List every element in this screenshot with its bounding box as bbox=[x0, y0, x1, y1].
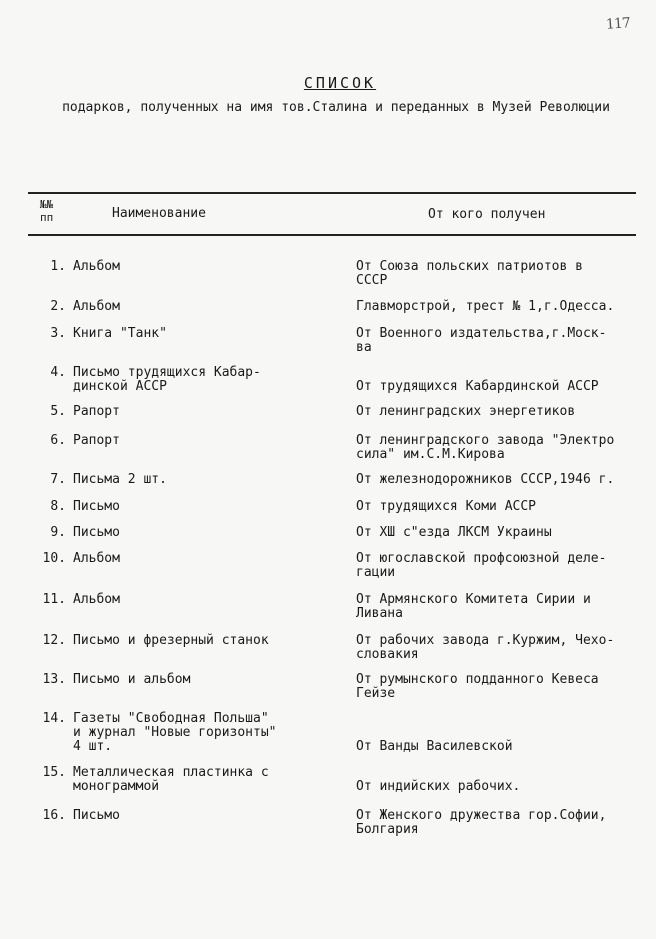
row-number: 2. bbox=[50, 299, 66, 314]
row-number: 8. bbox=[50, 499, 66, 514]
row-number: 14. bbox=[42, 711, 66, 726]
row-item-name: Альбом bbox=[73, 259, 120, 274]
row-item-name: Альбом bbox=[73, 592, 120, 607]
row-number: 5. bbox=[50, 404, 66, 419]
row-item-name: Письмо bbox=[73, 808, 120, 823]
row-item-name: Альбом bbox=[73, 551, 120, 566]
row-source: От Женского дружества гор.Софии, Болгария bbox=[356, 808, 607, 837]
row-number: 12. bbox=[42, 633, 66, 648]
table-header-rule bbox=[28, 234, 636, 236]
row-number: 3. bbox=[50, 326, 66, 341]
document-subtitle: подарков, полученных на имя тов.Сталина и переданных в Музей Революции bbox=[62, 100, 610, 115]
column-header-from: От кого получен bbox=[428, 207, 546, 222]
row-item-name: Книга "Танк" bbox=[73, 326, 167, 341]
row-number: 6. bbox=[50, 433, 66, 448]
row-number: 13. bbox=[42, 672, 66, 687]
page-number: 117 bbox=[605, 15, 631, 33]
row-item-name: Металлическая пластинка с монограммой bbox=[73, 765, 269, 794]
row-number: 16. bbox=[42, 808, 66, 823]
row-item-name: Альбом bbox=[73, 299, 120, 314]
row-item-name: Письмо и альбом bbox=[73, 672, 191, 687]
row-source: От румынского подданного Кевеса Гейзе bbox=[356, 672, 599, 701]
row-source: От железнодорожников СССР,1946 г. bbox=[356, 472, 615, 487]
row-item-name: Газеты "Свободная Польша" и журнал "Новые горизонты" 4 шт. bbox=[73, 711, 277, 754]
row-number: 10. bbox=[42, 551, 66, 566]
row-source: От Армянского Комитета Сирии и Ливана bbox=[356, 592, 591, 621]
row-source: От ленинградских энергетиков bbox=[356, 404, 576, 419]
row-number: 15. bbox=[42, 765, 66, 780]
row-source: От Военного издательства,г.Моск- ва bbox=[356, 326, 607, 355]
row-source: От югославской профсоюзной деле- гации bbox=[356, 551, 607, 580]
row-item-name: Письмо bbox=[73, 525, 120, 540]
row-source: От Ванды Василевской bbox=[356, 739, 513, 754]
row-source: От XШ с"езда ЛКСМ Украины bbox=[356, 525, 552, 540]
row-number: 1. bbox=[50, 259, 66, 274]
row-item-name: Рапорт bbox=[73, 433, 120, 448]
row-number: 11. bbox=[42, 592, 66, 607]
row-source: От индийских рабочих. bbox=[356, 779, 521, 794]
column-header-name: Наименование bbox=[112, 206, 206, 221]
row-number: 9. bbox=[50, 525, 66, 540]
row-item-name: Письма 2 шт. bbox=[73, 472, 167, 487]
column-header-number: №№ пп bbox=[40, 198, 54, 224]
row-source: Главморстрой, трест № 1,г.Одесса. bbox=[356, 299, 615, 314]
row-source: От ленинградского завода "Электро сила" им.С.М.Кирова bbox=[356, 433, 615, 462]
row-item-name: Письмо трудящихся Кабар- динской АССР bbox=[73, 365, 261, 394]
row-item-name: Письмо и фрезерный станок bbox=[73, 633, 269, 648]
row-item-name: Рапорт bbox=[73, 404, 120, 419]
row-source: От трудящихся Кабардинской АССР bbox=[356, 379, 599, 394]
row-number: 4. bbox=[50, 365, 66, 380]
table-top-rule bbox=[28, 192, 636, 194]
document-title: СПИСОК bbox=[303, 74, 377, 92]
row-source: От Союза польских патриотов в СССР bbox=[356, 259, 583, 288]
row-source: От рабочих завода г.Куржим, Чехо- словакия bbox=[356, 633, 615, 662]
row-source: От трудящихся Коми АССР bbox=[356, 499, 537, 514]
row-number: 7. bbox=[50, 472, 66, 487]
row-item-name: Письмо bbox=[73, 499, 120, 514]
